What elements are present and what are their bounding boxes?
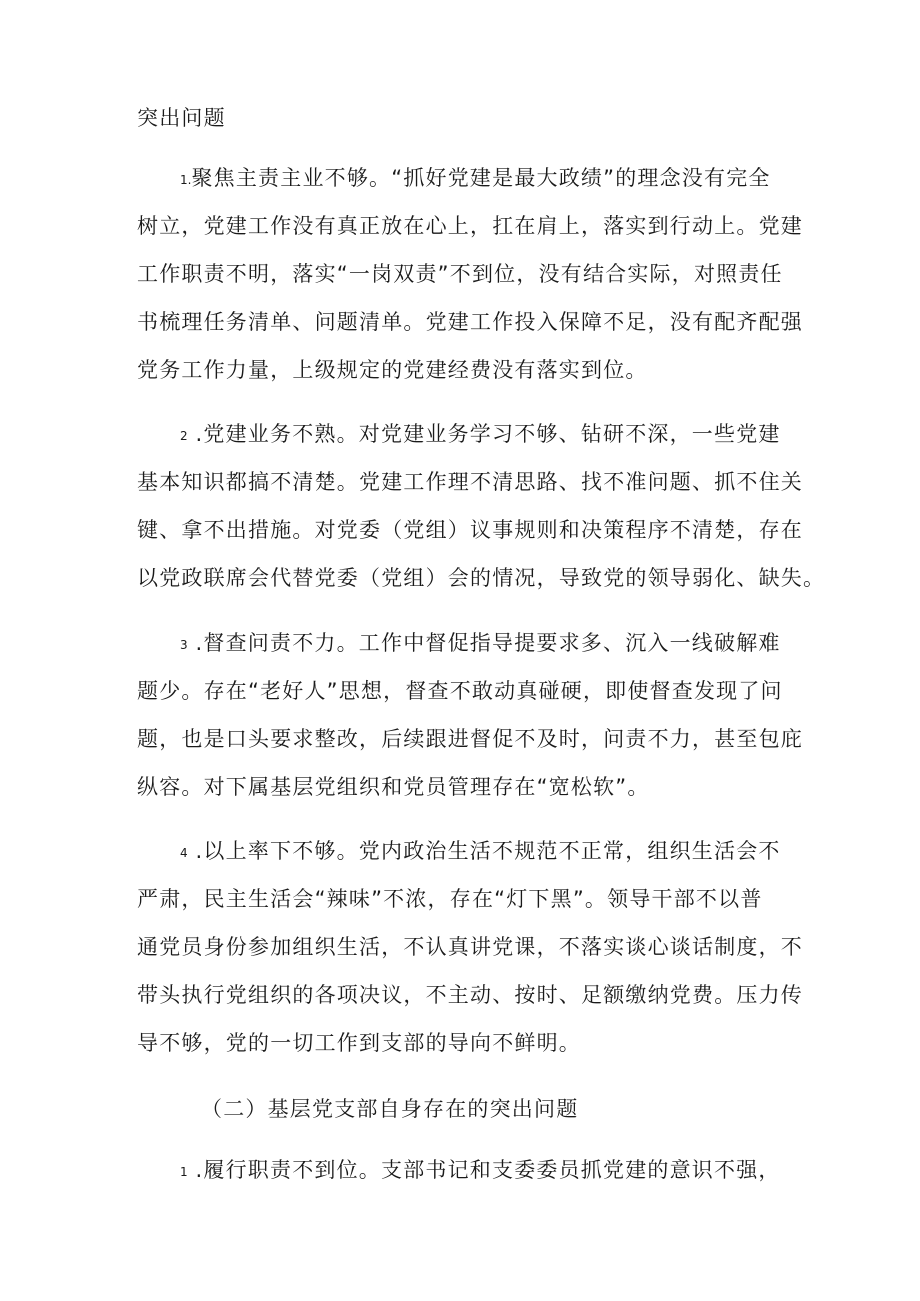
item-4-line-5: 导不够，党的一切工作到支部的导向不鲜明。	[137, 1031, 581, 1055]
item-1-line-1: 1.聚焦主责主业不够。“抓好党建是最大政绩”的理念没有完全	[180, 166, 771, 190]
item-1-line-3: 工作职责不明，落实“一岗双责”不到位，没有结合实际，对照责任	[137, 262, 783, 286]
item-2-line-3: 键、拿不出措施。对党委（党组）议事规则和决策程序不清楚，存在	[137, 518, 803, 542]
item-3-line-2: 题少。存在“老好人”思想，督查不敢动真碰硬，即使督查发现了问	[137, 679, 783, 703]
item-4-line-2: 严肃，民主生活会“辣味”不浓，存在“灯下黑”。领导干部不以普	[137, 887, 763, 911]
item-2-line-1: 2 .党建业务不熟。对党建业务学习不够、钻研不深，一些党建	[180, 422, 781, 446]
section-heading-tail: 突出问题	[137, 106, 226, 130]
item-3-line-1: 3 .督查问责不力。工作中督促指导提要求多、沉入一线破解难	[180, 631, 781, 655]
item-1-line-4: 书梳理任务清单、问题清单。党建工作投入保障不足，没有配齐配强	[137, 310, 803, 334]
item-3-line-3: 题，也是口头要求整改，后续跟进督促不及时，问责不力，甚至包庇	[137, 727, 803, 751]
item-2-line-2: 基本知识都搞不清楚。党建工作理不清思路、找不准问题、抓不住关	[137, 470, 803, 494]
item-2-number: 2	[180, 429, 188, 443]
item-1-line-2: 树立，党建工作没有真正放在心上，扛在肩上，落实到行动上。党建	[137, 214, 803, 238]
item-1-number: 1.	[180, 173, 192, 187]
item-4-number: 4	[180, 846, 188, 860]
item-4-line-4: 带头执行党组织的各项决议，不主动、按时、足额缴纳党费。压力传	[137, 983, 803, 1007]
section-2-item-1-number: 1	[180, 1165, 188, 1179]
item-4-line-1: 4 .以上率下不够。党内政治生活不规范不正常，组织生活会不	[180, 839, 781, 863]
section-2-heading: （二）基层党支部自身存在的突出问题	[201, 1097, 579, 1121]
item-1-line-5: 党务工作力量，上级规定的党建经费没有落实到位。	[137, 358, 648, 382]
item-4-line-3: 通党员身份参加组织生活，不认真讲党课，不落实谈心谈话制度，不	[137, 935, 803, 959]
item-2-line-4: 以党政联席会代替党委（党组）会的情况，导致党的领导弱化、缺失。	[137, 566, 826, 590]
item-3-line-4: 纵容。对下属基层党组织和党员管理存在“宽松软”。	[137, 775, 650, 799]
section-2-item-1-line-1: 1 .履行职责不到位。支部书记和支委委员抓党建的意识不强，	[180, 1158, 781, 1182]
item-3-number: 3	[180, 638, 188, 652]
